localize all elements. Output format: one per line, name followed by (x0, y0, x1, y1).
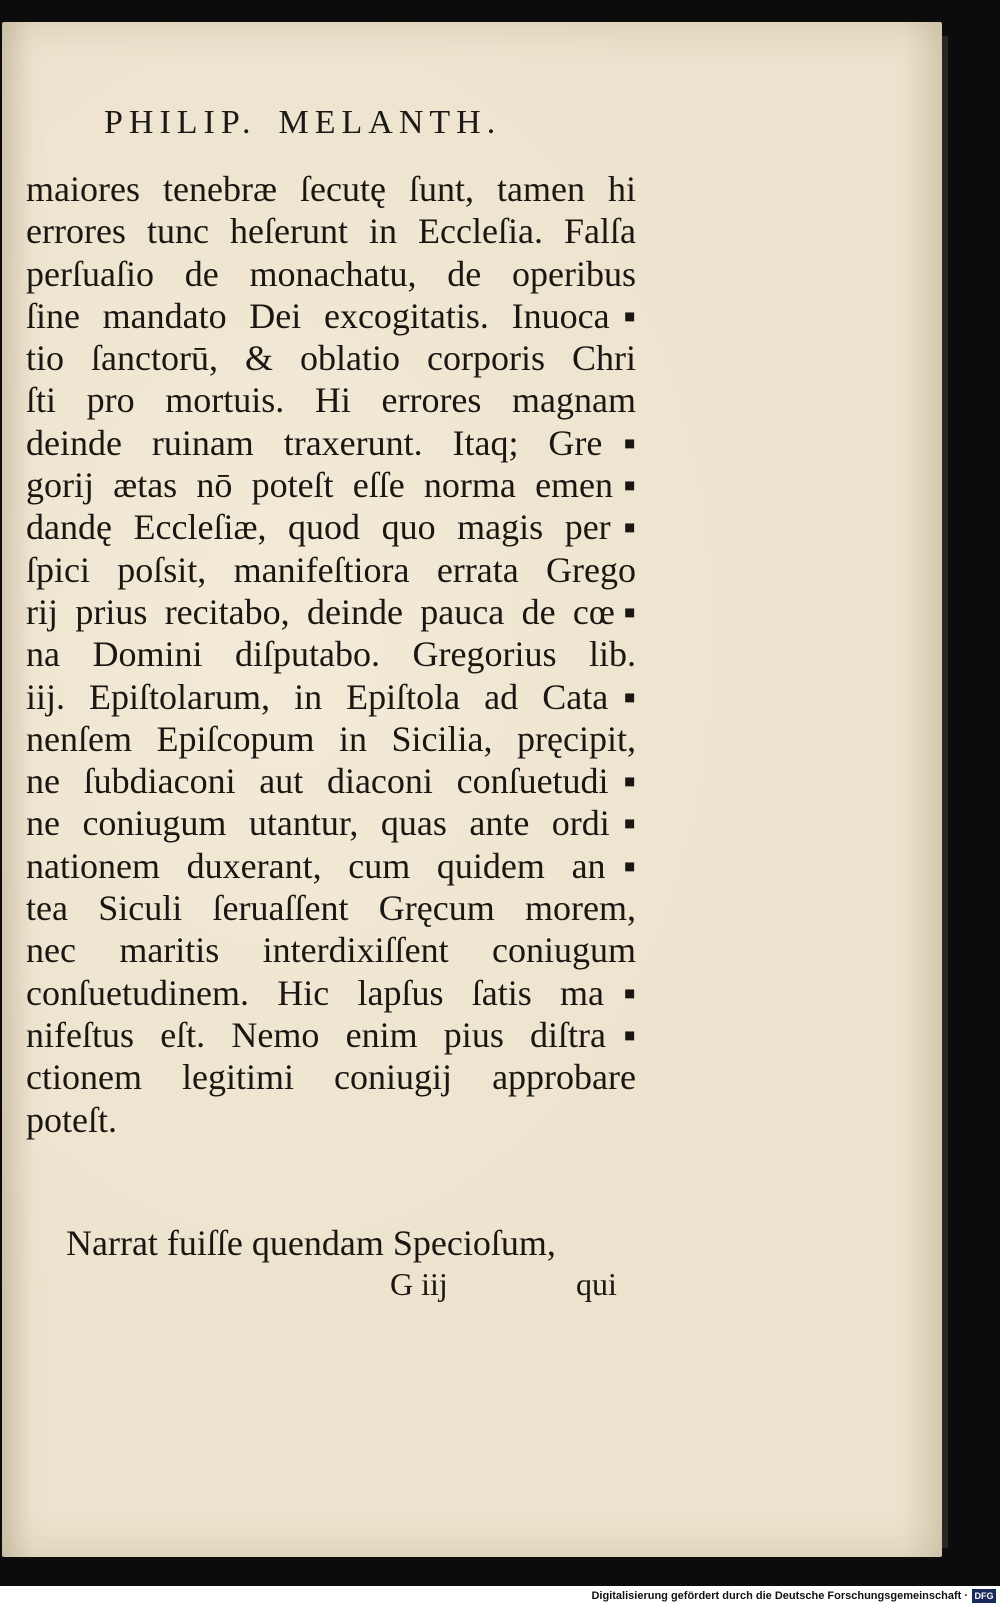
running-head-author-first: PHILIP. (104, 104, 257, 141)
text-line: gorij ætas nō poteſt eſſe norma emen▪ (26, 465, 636, 506)
catchword: qui (576, 1266, 617, 1302)
page-edge-shadow (942, 36, 948, 1548)
text-line: deinde ruinam traxerunt. Itaq; Gre▪ (26, 422, 636, 463)
text-line: ctionem legitimi coniugij approbare (26, 1057, 636, 1098)
text-line: iij. Epiſtolarum, in Epiſtola ad Cata▪ (26, 676, 636, 717)
text-line: ſti pro mortuis. Hi errores magnam (26, 380, 636, 421)
paragraph-opening-line: Narrat fuiſſe quendam Specioſum, (66, 1223, 556, 1263)
text-line: dandę Eccleſiæ, quod quo magis per▪ (26, 507, 636, 548)
running-head (104, 104, 501, 142)
text-line: poteſt. (26, 1099, 117, 1140)
text-line: tea Siculi ſeruaſſent Gręcum morem, (26, 888, 636, 929)
text-line: nec maritis interdixiſſent coniugum (26, 930, 636, 971)
text-line: nationem duxerant, cum quidem an▪ (26, 845, 636, 886)
text-line: na Domini diſputabo. Gregorius lib. (26, 634, 636, 675)
dfg-logo-icon: DFG (972, 1589, 996, 1603)
text-line: tio ſanctorū, & oblatio corporis Chri (26, 338, 636, 379)
text-line: errores tunc heſerunt in Eccleſia. Falſa (26, 211, 636, 252)
signature-mark: G iij (390, 1266, 448, 1302)
text-line: ne ſubdiaconi aut diaconi conſuetudi▪ (26, 761, 636, 802)
digitization-credit: Digitalisierung gefördert durch die Deutsche Forschungsgemeinschaft · (591, 1590, 968, 1602)
running-head-author-last: MELANTH. (278, 104, 502, 141)
text-line: ne coniugum utantur, quas ante ordi▪ (26, 803, 636, 844)
text-line: conſuetudinem. Hic lapſus ſatis ma▪ (26, 972, 636, 1013)
text-line: nenſem Epiſcopum in Sicilia, pręcipit, (26, 718, 636, 759)
body-text (26, 168, 636, 1141)
text-line: ſpici poſsit, manifeſtiora errata Grego (26, 549, 636, 590)
text-line: maiores tenebræ ſecutę ſunt, tamen hi (26, 169, 636, 209)
text-line: nifeſtus eſt. Nemo enim pius diſtra▪ (26, 1014, 636, 1055)
text-line: ſine mandato Dei excogitatis. Inuoca▪ (26, 295, 636, 336)
text-line: rij prius recitabo, deinde pauca de cœ▪ (26, 591, 636, 632)
text-line: perſuaſio de monachatu, de operibus (26, 253, 636, 294)
